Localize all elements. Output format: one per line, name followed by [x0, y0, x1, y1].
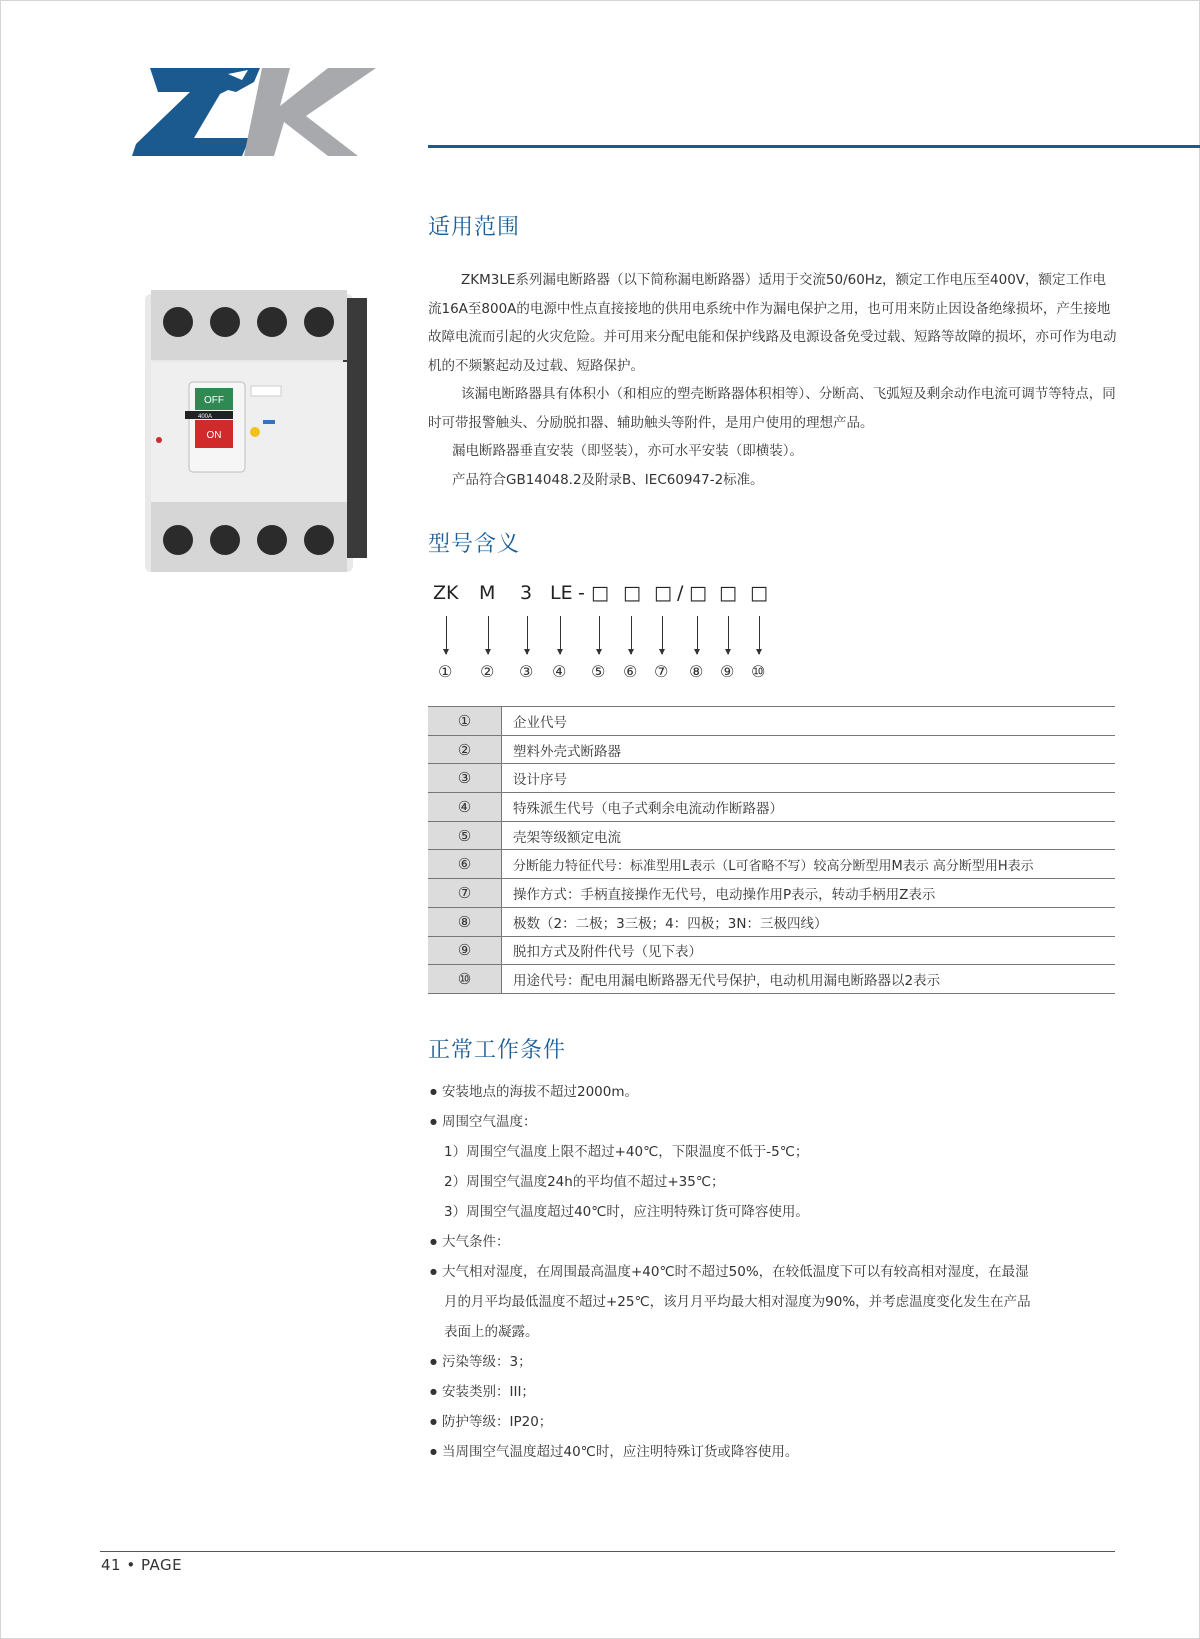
page-number: 41 • PAGE: [101, 1556, 183, 1574]
list-item: ● 当周围空气温度超过40℃时，应注明特殊订货或降容使用。: [430, 1437, 1120, 1467]
table-row: [428, 793, 1115, 822]
code-part: □: [689, 582, 707, 604]
table-row: [428, 821, 1115, 850]
section-title-model: 型号含义: [428, 532, 521, 557]
table-row: [428, 936, 1115, 965]
list-item: 3）周围空气温度超过40℃时，应注明特殊订货可降容使用。: [444, 1204, 809, 1220]
row-number: ④: [428, 793, 502, 822]
code-part: -: [578, 582, 585, 604]
list-item: ● 安装类别：III；: [430, 1377, 1120, 1407]
marker: ④: [552, 662, 567, 681]
code-part: LE: [550, 582, 573, 604]
code-part: □: [623, 582, 641, 604]
code-part: /: [677, 582, 684, 604]
row-description: 特殊派生代号（电子式剩余电流动作断路器）: [502, 793, 1116, 822]
arrow-icon: [662, 616, 663, 654]
row-number: ⑨: [428, 936, 502, 965]
code-part: □: [591, 582, 609, 604]
row-description: 用途代号：配电用漏电断路器无代号保护，电动机用漏电断路器以2表示: [502, 965, 1116, 994]
arrow-icon: [527, 616, 528, 654]
table-row: [428, 907, 1115, 936]
marker: ①: [438, 662, 453, 681]
conditions-list: [430, 1077, 1120, 1467]
row-description: 极数（2：二极；3三极；4：四极；3N：三极四线）: [502, 907, 1116, 936]
row-number: ②: [428, 735, 502, 764]
table-row: [428, 965, 1115, 994]
intro-paragraph: ZKM3LE系列漏电断路器（以下简称漏电断路器）适用于交流50/60Hz，额定工作电压至400V，额定工作电流16A至800A的电源中性点直接接地的供用电系统中作为漏电保护之用，也可用来防止因设备绝缘损坏，产生接地故障电流而引起的火灾危险。并可用来分配电能和保护线路及电源设备免受过载、短路等故障的损坏，亦可作为电动机的不频繁起动及过载、短路保护。: [428, 272, 1117, 374]
arrow-icon: [631, 616, 632, 654]
on-label: ON: [206, 430, 222, 441]
header-rule: [428, 145, 1200, 148]
arrow-icon: [560, 616, 561, 654]
list-item: 表面上的凝露。: [444, 1324, 539, 1340]
row-description: 分断能力特征代号：标准型用L表示（L可省略不写）较高分断型用M表示 高分断型用H表示: [502, 850, 1116, 879]
row-number: ①: [428, 707, 502, 736]
arrow-icon: [599, 616, 600, 654]
row-description: 脱扣方式及附件代号（见下表）: [502, 936, 1116, 965]
arrow-icon: [728, 616, 729, 654]
model-meaning-table: [428, 706, 1115, 994]
arrow-icon: [697, 616, 698, 654]
marker: ⑤: [591, 662, 606, 681]
table-row: [428, 707, 1115, 736]
row-number: ⑧: [428, 907, 502, 936]
marker: ⑧: [689, 662, 704, 681]
marker: ⑥: [623, 662, 638, 681]
marker: ②: [480, 662, 495, 681]
row-number: ⑦: [428, 879, 502, 908]
breaker-product-image: [143, 290, 368, 575]
table-row: [428, 764, 1115, 793]
rating-label: 400A: [198, 414, 213, 420]
row-description: 壳架等级额定电流: [502, 821, 1116, 850]
list-item: 月的月平均最低温度不超过+25℃，该月月平均最大相对湿度为90%，并考虑温度变化发生在产品: [444, 1294, 1031, 1310]
marker: ⑩: [751, 662, 766, 681]
list-item: ● 污染等级：3；: [430, 1347, 1120, 1377]
table-row: [428, 850, 1115, 879]
marker: ⑨: [720, 662, 735, 681]
code-part: ZK: [433, 582, 459, 604]
table-row: [428, 735, 1115, 764]
list-item: 1）周围空气温度上限不超过+40℃，下限温度不低于-5℃；: [444, 1144, 809, 1160]
list-item: ● 大气相对湿度，在周围最高温度+40℃时不超过50%，在较低温度下可以有较高相对湿度，在最湿: [430, 1257, 1120, 1287]
list-item: ● 防护等级：IP20；: [430, 1407, 1120, 1437]
row-description: 操作方式：手柄直接操作无代号，电动操作用P表示，转动手柄用Z表示: [502, 879, 1116, 908]
row-number: ⑩: [428, 965, 502, 994]
off-label: OFF: [204, 395, 224, 406]
row-description: 塑料外壳式断路器: [502, 735, 1116, 764]
list-item: ● 周围空气温度：: [430, 1107, 1120, 1137]
list-item: ● 安装地点的海拔不超过2000m。: [430, 1077, 1120, 1107]
list-item: ● 大气条件：: [430, 1227, 1120, 1257]
intro-text: [428, 266, 1118, 494]
arrow-icon: [446, 616, 447, 654]
footer-rule: [100, 1551, 1115, 1552]
zk-logo: [132, 66, 394, 158]
marker: ③: [519, 662, 534, 681]
arrow-icon: [488, 616, 489, 654]
arrow-icon: [759, 616, 760, 654]
row-number: ⑥: [428, 850, 502, 879]
code-part: □: [654, 582, 672, 604]
row-number: ③: [428, 764, 502, 793]
code-part: □: [719, 582, 737, 604]
list-item: 2）周围空气温度24h的平均值不超过+35℃；: [444, 1174, 725, 1190]
row-number: ⑤: [428, 821, 502, 850]
intro-paragraph: 产品符合GB14048.2及附录B、IEC60947-2标准。: [452, 471, 764, 488]
row-description: 设计序号: [502, 764, 1116, 793]
row-description: 企业代号: [502, 707, 1116, 736]
section-title-scope: 适用范围: [428, 215, 521, 240]
marker: ⑦: [654, 662, 669, 681]
code-part: □: [750, 582, 768, 604]
table-row: [428, 879, 1115, 908]
code-part: M: [479, 582, 496, 604]
code-part: 3: [520, 582, 533, 604]
intro-paragraph: 漏电断路器垂直安装（即竖装），亦可水平安装（即横装）。: [452, 443, 803, 459]
intro-paragraph: 该漏电断路器具有体积小（和相应的塑壳断路器体积相等）、分断高、飞弧短及剩余动作电流可调节等特点，同时可带报警触头、分励脱扣器、辅助触头等附件，是用户使用的理想产品。: [428, 386, 1116, 431]
section-title-conditions: 正常工作条件: [428, 1038, 567, 1063]
